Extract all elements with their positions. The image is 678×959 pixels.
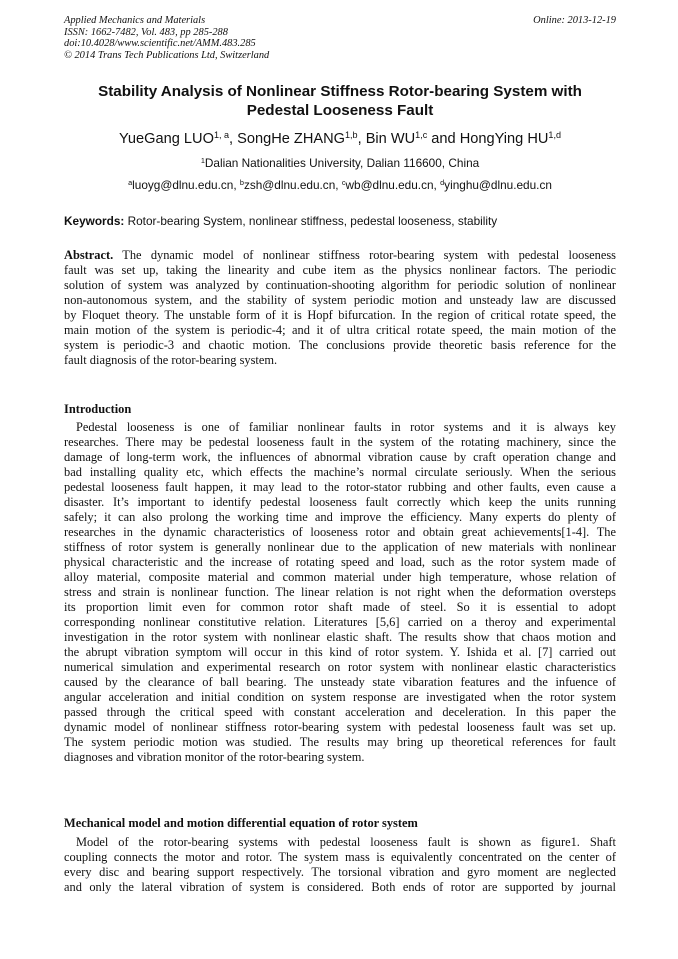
email-mark: a <box>128 177 133 187</box>
body-line: disaster. It’s important to identify pedestal looseness fault correctly which keep the units running <box>64 495 616 509</box>
body-line: its proportion limit even for common rotor shaft made of steel. So it is essential to adopt <box>64 600 616 614</box>
email-mark: d <box>440 177 445 187</box>
keywords-text: Rotor-bearing System, nonlinear stiffness, pedestal looseness, stability <box>124 214 498 228</box>
abstract <box>64 248 616 368</box>
body-line: passed through the critical speed with constant acceleration and deceleration. In this paper the <box>64 705 616 719</box>
abstract-line: main motion of the system is periodic-4; and it of ultra critical rotate speed, the main motion of the <box>64 323 616 337</box>
abstract-line: fault diagnosis of the rotor-bearing system. <box>64 353 278 367</box>
author-list <box>64 130 616 148</box>
body-line: researches. There may be pedestal looseness fault in the system of the rotating machinery, since the <box>64 435 616 449</box>
body-line: bad installing quality etc, which effects the machine’s normal circulate seriously. When the serious <box>64 465 616 479</box>
email-address: wb@dlnu.edu.cn, <box>345 178 441 192</box>
body-line: alloy material, composite material and common material under high temperature, whose relation of <box>64 570 616 584</box>
body-line: Pedestal looseness is one of familiar nonlinear faults in rotor systems and it is always key <box>76 420 616 434</box>
journal-header <box>64 15 616 61</box>
body-line: pedestal looseness fault happen, it may lead to the rotor-stator rubbing and other faults, even cause a <box>64 480 616 494</box>
abstract-line: non-autonomous system, and the stability of system periodic motion and unsteady law are discussed <box>64 293 616 307</box>
email-list <box>64 178 616 193</box>
body-line: The system periodic motion was studied. The results may bring up theoretical references for fault <box>64 735 616 749</box>
journal-copyright: © 2014 Trans Tech Publications Ltd, Switzerland <box>64 49 270 61</box>
abstract-line: solution of system was analyzed by continuation-shooting algorithm for periodic solution of nonlinear <box>64 278 616 292</box>
abstract-line: fault was set up, taking the linearity and cube item as the physics nonlinear factors. The periodic <box>64 263 616 277</box>
body-line: numerical simulation and experimental research on rotor system with nonlinear elastic characteristics <box>64 660 616 674</box>
paper-title-line: Stability Analysis of Nonlinear Stiffness Rotor-bearing System with <box>98 83 582 100</box>
body-line: coupling connects the motor and rotor. The system mass is equivalently concentrated on the center of <box>64 850 616 864</box>
author-name: Bin WU <box>365 131 416 147</box>
author-separator: , <box>357 131 366 147</box>
author-affiliation-mark: 1,c <box>415 130 428 141</box>
email-address: yinghu@dlnu.edu.cn <box>444 178 552 192</box>
introduction-body <box>64 420 616 765</box>
email-address: luoyg@dlnu.edu.cn, <box>132 178 240 192</box>
body-line: stiffness of rotor system is generally nonlinear due to the application of new materials with nonlinear <box>64 540 616 554</box>
online-date: Online: 2013-12-19 <box>533 15 616 26</box>
abstract-label: Abstract. <box>64 248 114 262</box>
abstract-text: The dynamic model of nonlinear stiffness rotor-bearing system with pedestal looseness <box>113 248 616 262</box>
email-address: zsh@dlnu.edu.cn, <box>243 178 342 192</box>
body-line: Model of the rotor-bearing systems with pedestal looseness fault is shown as figure1. Shaft <box>76 835 616 849</box>
body-line: angular acceleration and initial condition on system response are investigated when the rotor system <box>64 690 616 704</box>
body-line: investigation in the rotor system with nonlinear elastic shaft. The results show that chaos motion and <box>64 630 616 644</box>
keywords-label: Keywords: <box>64 214 125 228</box>
body-line: the abrupt vibration symptom will occur in this kind of rotor system. Y. Ishida et al. [7] carried out <box>64 645 616 659</box>
email-mark: b <box>239 177 244 187</box>
journal-issn: ISSN: 1662-7482, Vol. 483, pp 285-288 <box>64 26 228 38</box>
body-line: caused by the clearance of ball bearing. The unsteady state vibaration features and the infuence of <box>64 675 616 689</box>
body-line: diagnoses and vibration monitor of the rotor-bearing system. <box>64 750 365 764</box>
body-line: physical characteristic and the increase of rotating speed and load, such as the rotor system made of <box>64 555 616 569</box>
journal-name: Applied Mechanics and Materials <box>64 15 206 26</box>
abstract-line: by Floquet theory. The unstable form of it is Hopf bifurcation. In the region of critical rotate speed, the <box>64 308 616 322</box>
author-separator: , <box>229 131 238 147</box>
section-heading-mechanical-model: Mechanical model and motion differential equation of rotor system <box>64 816 418 830</box>
author-name: HongYing HU <box>459 131 549 147</box>
affiliation <box>64 156 616 171</box>
body-line: safely; it can also prolong the working time and improve the efficiency. Many experts do plenty of <box>64 510 616 524</box>
author-name: SongHe ZHANG <box>237 131 346 147</box>
author-name: YueGang LUO <box>119 131 214 147</box>
author-affiliation-mark: 1, a <box>213 130 230 141</box>
email-mark: c <box>341 177 346 187</box>
body-line: damage of long-term work, the influences of abnormal vibration cause by craft operation change and <box>64 450 616 464</box>
body-line: corresponding nonlinear constitutive relation. Literatures [5,6] carried on a theroy and experimental <box>64 615 616 629</box>
author-separator: and <box>427 131 460 147</box>
abstract-line <box>64 248 616 263</box>
author-affiliation-mark: 1,b <box>345 130 358 141</box>
keywords <box>64 214 616 229</box>
body-line: researches in the dynamic characteristics of looseness rotor and obtain great achievements[1-4]. The <box>64 525 616 539</box>
paper-title-line: Pedestal Looseness Fault <box>246 102 434 119</box>
body-line: and only the lateral vibration of system is considered. Both ends of rotor are supported by journal <box>64 880 616 894</box>
affiliation-text: Dalian Nationalities University, Dalian 116600, China <box>204 156 480 170</box>
paper-title <box>64 82 616 120</box>
body-line: dynamic model of nonlinear stiffness rotor-bearing system with pedestal looseness fault was set up. <box>64 720 616 734</box>
author-affiliation-mark: 1,d <box>548 130 561 141</box>
section-heading-introduction: Introduction <box>64 402 132 416</box>
mechanical-model-body <box>64 835 616 895</box>
body-line: every disc and bearing support respectively. The torsional vibration and gyro moment are neglected <box>64 865 616 879</box>
journal-doi: doi:10.4028/www.scientific.net/AMM.483.285 <box>64 38 256 50</box>
body-line: stress and strain is nonlinear function. The linear relation is not right when the deformation oversteps <box>64 585 616 599</box>
affiliation-mark: 1 <box>200 155 205 165</box>
abstract-line: system is periodic-3 and chaotic motion. The conclusions provide theoretic basis reference for the <box>64 338 616 352</box>
